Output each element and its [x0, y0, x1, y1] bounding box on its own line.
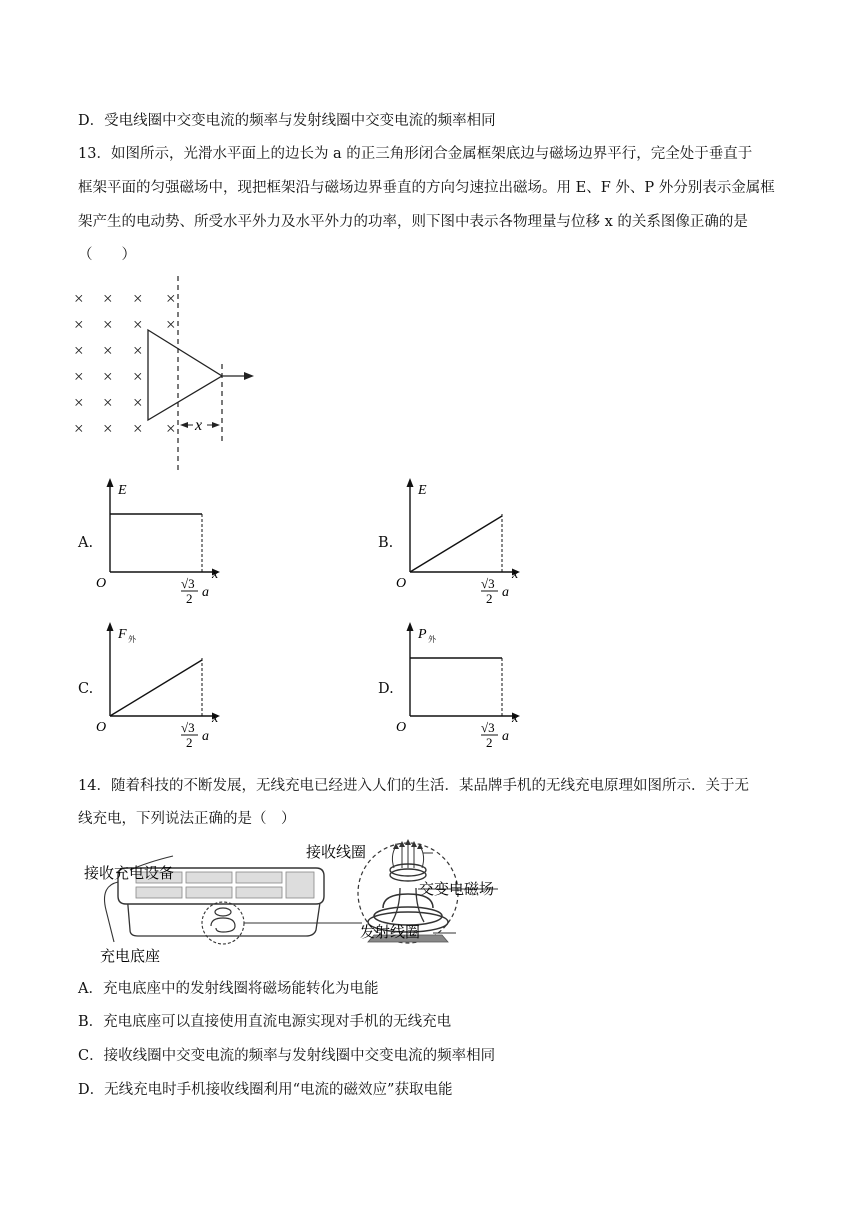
y-axis-arrow — [107, 622, 114, 631]
graph-a — [92, 474, 242, 604]
field-cross: × — [166, 315, 176, 334]
q13-stem-line3: 架产生的电动势、所受水平外力及水平外力的功率，则下图中表示各物理量与位移 x 的关系图像正确的是 — [78, 214, 748, 230]
field-cross: × — [103, 367, 113, 386]
label-receiver-device: 接收充电设备 — [84, 866, 175, 882]
field-cross: × — [103, 315, 113, 334]
q13-field-figure — [70, 274, 270, 474]
tick-a: a — [202, 585, 209, 600]
q14-stem-line2: 线充电，下列说法正确的是（ ） — [78, 811, 296, 827]
option-a-label: A. — [78, 535, 94, 551]
option-d-label: D. — [378, 681, 394, 697]
tick-a: a — [502, 729, 509, 744]
field-cross: × — [74, 393, 84, 412]
q13-answer-paren: （ ） — [78, 247, 136, 263]
q14-option-c: C．接收线圈中交变电流的频率与发射线圈中交变电流的频率相同 — [78, 1048, 496, 1064]
label-receive-coil: 接收线圈 — [306, 845, 367, 861]
tick-numerator: √3 — [481, 720, 495, 735]
label-transmit-coil: 发射线圈 — [360, 925, 421, 941]
origin-label: O — [396, 720, 407, 735]
field-cross: × — [166, 419, 176, 438]
field-cross: × — [133, 367, 143, 386]
triangle-frame — [148, 330, 222, 420]
field-cross: × — [133, 315, 143, 334]
q14-stem-line1: 14．随着科技的不断发展，无线充电已经进入人们的生活．某品牌手机的无线充电原理如图所示．关于无 — [78, 778, 749, 794]
y-axis-arrow — [107, 478, 114, 487]
option-b-label: B. — [378, 535, 394, 551]
graph-curve — [410, 516, 502, 572]
y-axis-label-sub: 外 — [128, 635, 136, 644]
origin-label: O — [96, 576, 107, 591]
tick-denominator: 2 — [486, 735, 493, 748]
x-label: x — [195, 417, 203, 434]
field-cross: × — [133, 289, 143, 308]
graph-b — [392, 474, 542, 604]
label-alt-field: 交变电磁场 — [419, 882, 495, 898]
tick-a: a — [502, 585, 509, 600]
velocity-arrow-head — [244, 372, 254, 380]
q14-charging-figure — [78, 838, 508, 973]
graph-d — [392, 618, 542, 748]
origin-label: O — [96, 720, 107, 735]
field-cross: × — [74, 419, 84, 438]
field-cross: × — [74, 341, 84, 360]
y-axis-label-sub: 外 — [428, 635, 436, 644]
option-c-label: C. — [78, 681, 94, 697]
field-cross: × — [103, 341, 113, 360]
q14-option-d: D．无线充电时手机接收线圈利用“电流的磁效应”获取电能 — [78, 1082, 453, 1098]
tick-a: a — [202, 729, 209, 744]
y-axis-arrow — [407, 622, 414, 631]
y-axis-label: E — [118, 483, 127, 498]
y-axis-arrow — [407, 478, 414, 487]
field-cross: × — [74, 315, 84, 334]
q14-option-b: B．充电底座可以直接使用直流电源实现对手机的无线充电 — [78, 1014, 452, 1030]
field-cross: × — [166, 289, 176, 308]
tick-numerator: √3 — [181, 576, 195, 591]
magnetic-field-crosses — [74, 289, 176, 438]
q14-option-a: A．充电底座中的发射线圈将磁场能转化为电能 — [78, 981, 379, 997]
x-axis-label: x — [512, 567, 519, 582]
x-axis-label: x — [512, 711, 519, 726]
tick-numerator: √3 — [181, 720, 195, 735]
field-cross: × — [133, 393, 143, 412]
field-cross: × — [103, 393, 113, 412]
q13-stem-line2: 框架平面的匀强磁场中，现把框架沿与磁场边界垂直的方向匀速拉出磁场。用 E、F 外、P 外分别表示金属框 — [78, 180, 775, 196]
y-axis-label: E — [418, 483, 427, 498]
tick-numerator: √3 — [481, 576, 495, 591]
origin-label: O — [396, 576, 407, 591]
graph-curve — [110, 660, 202, 716]
x-axis-label: x — [212, 567, 219, 582]
x-axis-label: x — [212, 711, 219, 726]
transmit-coil — [374, 907, 442, 925]
y-axis-label: P — [418, 627, 427, 642]
graph-c — [92, 618, 242, 748]
label-charging-base: 充电底座 — [100, 949, 161, 965]
field-cross: × — [103, 419, 113, 438]
field-cross: × — [133, 419, 143, 438]
q13-stem-line1: 13．如图所示，光滑水平面上的边长为 a 的正三角形闭合金属框架底边与磁场边界平行，完全处于垂直于 — [78, 146, 753, 162]
q12-option-d: D．受电线圈中交变电流的频率与发射线圈中交变电流的频率相同 — [78, 113, 496, 129]
tick-denominator: 2 — [186, 735, 193, 748]
tick-denominator: 2 — [486, 591, 493, 604]
field-cross: × — [133, 341, 143, 360]
field-cross: × — [74, 367, 84, 386]
tick-denominator: 2 — [186, 591, 193, 604]
field-cross: × — [103, 289, 113, 308]
y-axis-label: F — [118, 627, 127, 642]
field-cross: × — [74, 289, 84, 308]
